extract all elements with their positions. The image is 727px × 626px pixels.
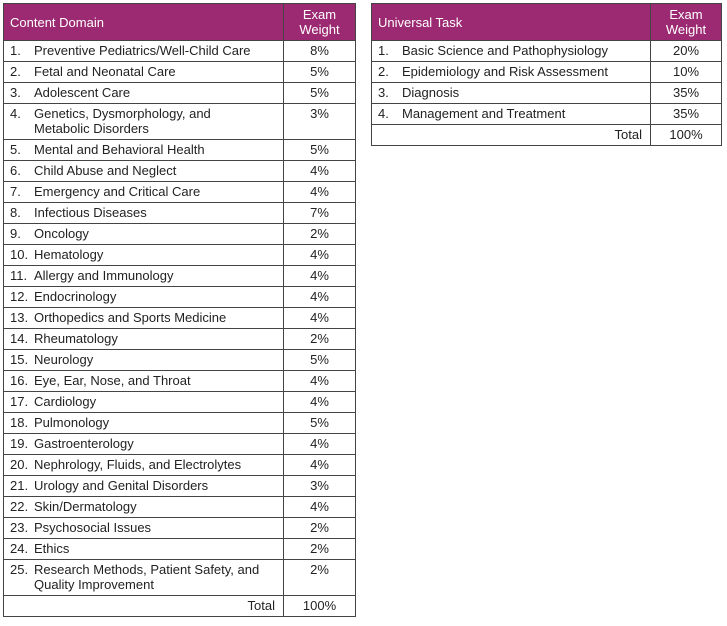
table-row — [4, 287, 356, 308]
task-total-row — [372, 125, 722, 146]
row-number: 18. — [10, 415, 29, 430]
row-label: Neurology — [34, 352, 94, 367]
row-label: Child Abuse and Neglect — [34, 163, 177, 178]
table-row — [4, 329, 356, 350]
row-weight: 4% — [284, 182, 356, 203]
row-label-cell — [4, 434, 284, 455]
row-label: Oncology — [34, 226, 89, 241]
row-label: Fetal and Neonatal Care — [34, 64, 176, 79]
row-weight: 2% — [284, 518, 356, 539]
row-weight: 2% — [284, 560, 356, 596]
row-weight: 8% — [284, 41, 356, 62]
row-label-cell — [4, 287, 284, 308]
row-weight: 35% — [651, 104, 722, 125]
row-number: 1. — [10, 43, 21, 58]
row-number: 17. — [10, 394, 29, 409]
table-row — [4, 476, 356, 497]
row-weight: 2% — [284, 224, 356, 245]
table-row — [372, 83, 722, 104]
row-number: 9. — [10, 226, 21, 241]
row-label: Preventive Pediatrics/Well-Child Care — [34, 43, 251, 58]
row-label-cell — [4, 83, 284, 104]
exam-weight-header — [651, 4, 722, 41]
table-row — [4, 83, 356, 104]
row-label-cell — [4, 329, 284, 350]
row-label: Genetics, Dysmorphology, and — [34, 106, 211, 121]
row-weight: 4% — [284, 245, 356, 266]
exam-weight-header-line1: Exam — [302, 7, 337, 22]
content-domain-table — [3, 3, 356, 617]
row-weight: 5% — [284, 62, 356, 83]
total-value: 100% — [651, 125, 722, 146]
row-label: Orthopedics and Sports Medicine — [34, 310, 227, 325]
row-label: Urology and Genital Disorders — [34, 478, 209, 493]
row-number: 22. — [10, 499, 29, 514]
row-label-cell — [4, 350, 284, 371]
row-number: 10. — [10, 247, 29, 262]
table-row — [372, 62, 722, 83]
row-weight: 4% — [284, 497, 356, 518]
row-label: Emergency and Critical Care — [34, 184, 201, 199]
table-row — [4, 434, 356, 455]
row-weight: 4% — [284, 371, 356, 392]
row-number: 24. — [10, 541, 29, 556]
row-weight: 7% — [284, 203, 356, 224]
row-label-cell — [4, 62, 284, 83]
row-label: Management and Treatment — [402, 106, 566, 121]
row-weight: 2% — [284, 329, 356, 350]
row-number: 1. — [378, 43, 389, 58]
row-number: 15. — [10, 352, 29, 367]
row-number: 21. — [10, 478, 29, 493]
content-domain-header: Content Domain — [4, 4, 284, 41]
table-row — [4, 41, 356, 62]
table-row — [4, 266, 356, 287]
exam-weight-header-line2: Weight — [665, 22, 707, 37]
row-weight: 4% — [284, 161, 356, 182]
table-row — [4, 560, 356, 596]
table-row — [4, 224, 356, 245]
row-label: Psychosocial Issues — [34, 520, 152, 535]
row-label: Infectious Diseases — [34, 205, 147, 220]
row-number: 23. — [10, 520, 29, 535]
row-number: 14. — [10, 331, 29, 346]
row-label-cell — [4, 140, 284, 161]
row-label-cell — [372, 62, 651, 83]
table-row — [372, 41, 722, 62]
row-label-cell — [4, 182, 284, 203]
row-label-cell — [4, 41, 284, 62]
row-label-cell — [4, 560, 284, 596]
table-row — [4, 308, 356, 329]
row-number: 2. — [378, 64, 389, 79]
row-label-cell — [4, 455, 284, 476]
exam-weight-header-line2: Weight — [299, 22, 340, 37]
row-number: 3. — [378, 85, 389, 100]
universal-task-table — [371, 3, 722, 146]
row-weight: 3% — [284, 104, 356, 140]
total-label: Total — [372, 125, 651, 146]
row-number: 6. — [10, 163, 21, 178]
row-label-cell — [4, 539, 284, 560]
table-row — [4, 161, 356, 182]
row-number: 19. — [10, 436, 29, 451]
row-weight: 5% — [284, 413, 356, 434]
row-label: Allergy and Immunology — [34, 268, 174, 283]
table-row — [4, 350, 356, 371]
row-label-cell — [4, 203, 284, 224]
row-weight: 2% — [284, 539, 356, 560]
exam-weight-header-line1: Exam — [669, 7, 703, 22]
table-row — [4, 413, 356, 434]
table-row — [372, 104, 722, 125]
row-label-cell — [4, 245, 284, 266]
row-label-cell — [4, 371, 284, 392]
row-label: Hematology — [34, 247, 104, 262]
row-weight: 5% — [284, 140, 356, 161]
row-label: Rheumatology — [34, 331, 118, 346]
row-weight: 4% — [284, 434, 356, 455]
row-weight: 10% — [651, 62, 722, 83]
row-number: 20. — [10, 457, 29, 472]
row-number: 5. — [10, 142, 21, 157]
row-label-line2: Metabolic Disorders — [34, 121, 149, 136]
row-label: Endocrinology — [34, 289, 117, 304]
row-label-cell — [372, 41, 651, 62]
table-row — [4, 62, 356, 83]
row-label: Epidemiology and Risk Assessment — [402, 64, 608, 79]
table-row — [4, 371, 356, 392]
exam-weight-header — [284, 4, 356, 41]
row-label: Diagnosis — [402, 85, 460, 100]
table-row — [4, 245, 356, 266]
table-row — [4, 539, 356, 560]
row-label-cell — [4, 161, 284, 182]
row-label-cell — [372, 83, 651, 104]
universal-task-header-row — [372, 4, 722, 41]
row-label-cell — [4, 224, 284, 245]
row-label: Pulmonology — [34, 415, 110, 430]
row-number: 2. — [10, 64, 21, 79]
row-label: Nephrology, Fluids, and Electrolytes — [34, 457, 242, 472]
table-row — [4, 455, 356, 476]
row-weight: 4% — [284, 308, 356, 329]
universal-task-header: Universal Task — [372, 4, 651, 41]
table-row — [4, 497, 356, 518]
table-row — [4, 104, 356, 140]
row-label: Skin/Dermatology — [34, 499, 137, 514]
row-label: Basic Science and Pathophysiology — [402, 43, 608, 58]
table-row — [4, 203, 356, 224]
total-value: 100% — [284, 596, 356, 617]
row-number: 25. — [10, 562, 29, 577]
row-label: Adolescent Care — [34, 85, 131, 100]
row-label-cell — [372, 104, 651, 125]
row-weight: 5% — [284, 350, 356, 371]
row-number: 8. — [10, 205, 21, 220]
content-total-row — [4, 596, 356, 617]
row-weight: 4% — [284, 392, 356, 413]
row-weight: 35% — [651, 83, 722, 104]
row-label: Cardiology — [34, 394, 97, 409]
row-number: 11. — [10, 268, 28, 283]
row-label: Eye, Ear, Nose, and Throat — [34, 373, 191, 388]
content-domain-header-row — [4, 4, 356, 41]
row-number: 4. — [10, 106, 21, 121]
total-label: Total — [4, 596, 284, 617]
table-row — [4, 518, 356, 539]
table-row — [4, 392, 356, 413]
row-label: Gastroenterology — [34, 436, 134, 451]
row-label-cell — [4, 392, 284, 413]
row-number: 12. — [10, 289, 29, 304]
row-label: Ethics — [34, 541, 70, 556]
row-weight: 4% — [284, 287, 356, 308]
row-number: 3. — [10, 85, 21, 100]
row-label-cell — [4, 413, 284, 434]
row-number: 13. — [10, 310, 29, 325]
table-row — [4, 182, 356, 203]
row-weight: 20% — [651, 41, 722, 62]
row-label-cell — [4, 308, 284, 329]
row-weight: 5% — [284, 83, 356, 104]
row-label-cell — [4, 104, 284, 140]
table-row — [4, 140, 356, 161]
row-weight: 4% — [284, 266, 356, 287]
row-label-cell — [4, 266, 284, 287]
row-label-line2: Quality Improvement — [34, 577, 154, 592]
row-label-cell — [4, 497, 284, 518]
row-label: Mental and Behavioral Health — [34, 142, 205, 157]
row-label: Research Methods, Patient Safety, and — [34, 562, 260, 577]
row-number: 16. — [10, 373, 29, 388]
row-label-cell — [4, 518, 284, 539]
row-label-cell — [4, 476, 284, 497]
row-weight: 4% — [284, 455, 356, 476]
row-number: 4. — [378, 106, 389, 121]
row-number: 7. — [10, 184, 21, 199]
row-weight: 3% — [284, 476, 356, 497]
